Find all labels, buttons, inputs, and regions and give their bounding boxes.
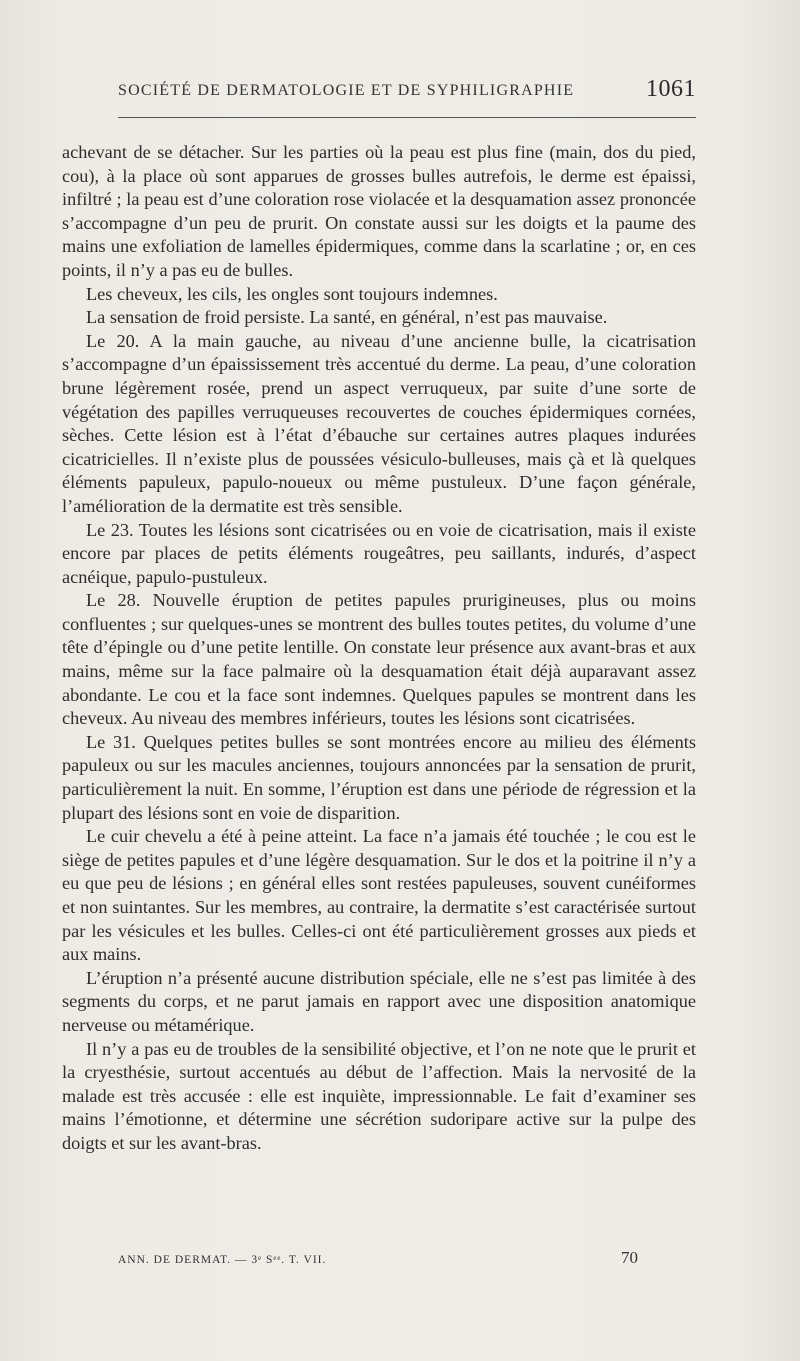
header-rule [118,117,696,118]
paragraph: La sensation de froid persiste. La santé, en général, n’est pas mauvaise. [86,307,608,328]
paragraph: Les cheveux, les cils, les ongles sont toujours indemnes. [86,283,498,304]
body-text [62,141,696,1156]
page-number: 1061 [646,76,696,102]
sheet-number: 70 [621,1248,638,1267]
paragraph: Le 31. Quelques petites bulles se sont montrées encore au milieu des éléments papuleux ou sur les macules anciennes, toujours annoncées par la sensation de prurit, particulièrement la nuit. En somme, l’éruption est dans une période de régression et la plupart des lésions sont en voie de disparition. [62,731,696,823]
paragraph: Il n’y a pas eu de troubles de la sensibilité objective, et l’on ne note que le prurit et la cryesthésie, surtout accentués au début de l’affection. Mais la nervosité de la malade est très accusée : elle est inquiète, impressionnable. Le fait d’examiner ses mains l’émotionne, et détermine une sécrétion sudoripare active sur la pulpe des doigts et sur les avant-bras. [62,1038,696,1153]
page-footer [118,1248,638,1272]
running-title: SOCIÉTÉ DE DERMATOLOGIE ET DE SYPHILIGRAPHIE [118,82,575,99]
paragraph: L’éruption n’a présenté aucune distribution spéciale, elle ne s’est pas limitée à des segments du corps, et ne parut jamais en rapport avec une disposition anatomique nerveuse ou métamérique. [62,967,696,1035]
paragraph: Le 23. Toutes les lésions sont cicatrisées ou en voie de cicatrisation, mais il existe encore par places de petits éléments rougeâtres, peu saillants, indurés, d’aspect acnéique, papulo-pustuleux. [62,519,696,587]
paragraph: Le cuir chevelu a été à peine atteint. La face n’a jamais été touchée ; le cou est le siège de petites papules et d’une légère desquamation. Sur le dos et la poitrine il n’y a eu que peu de lésions ; en général elles sont restées papuleuses, souvent cunéiformes et non suintantes. Sur les membres, au contraire, la dermatite s’est caractérisée surtout par les vésicules et les bulles. Celles-ci ont été particulièrement grosses aux pieds et aux mains. [62,826,696,965]
paragraph: achevant de se détacher. Sur les parties où la peau est plus fine (main, dos du pied, cou), à la place où sont apparues de grosses bulles autrefois, le derme est épaissi, infiltré ; la peau est d’une coloration rose violacée et la desquamation assez prononcée s’accompagne d’un peu de prurit. On constate aussi sur les doigts et la paume des mains une exfoliation de lamelles épidermiques, comme dans la scarlatine ; or, en ces points, il n’y a pas eu de bulles. [62,142,696,280]
page-header [118,76,696,106]
paragraph: Le 28. Nouvelle éruption de petites papules prurigineuses, plus ou moins confluentes ; sur quelques-unes se montrent des bulles toutes petites, du volume d’une tête d’épingle ou d’une petite lentille. On constate leur présence aux avant-bras et aux mains, même sur la face palmaire où la desquamation était déjà auparavant assez abondante. Le cou et la face sont indemnes. Quelques papules se montrent dans les cheveux. Au niveau des membres inférieurs, toutes les lésions sont cicatrisées. [62,590,696,729]
paragraph: Le 20. A la main gauche, au niveau d’une ancienne bulle, la cicatrisation s’accompagne d’un épaississement très accentué du derme. La peau, d’une coloration brune légèrement rosée, prend un aspect verruqueux, par suite d’une sorte de végétation des papilles verruqueuses recouvertes de couches épidermiques cornées, sèches. Cette lésion est à l’état d’ébauche sur certaines autres plaques indurées cicatricielles. Il n’existe plus de poussées vésiculo-bulleuses, mais çà et là quelques éléments papuleux, papulo-noueux ou même pustuleux. D’une façon générale, l’amélioration de la dermatite est très sensible. [62,330,696,516]
footer-signature: ANN. DE DERMAT. — 3ᵉ Sᵉᵉ. T. VII. [118,1254,327,1266]
